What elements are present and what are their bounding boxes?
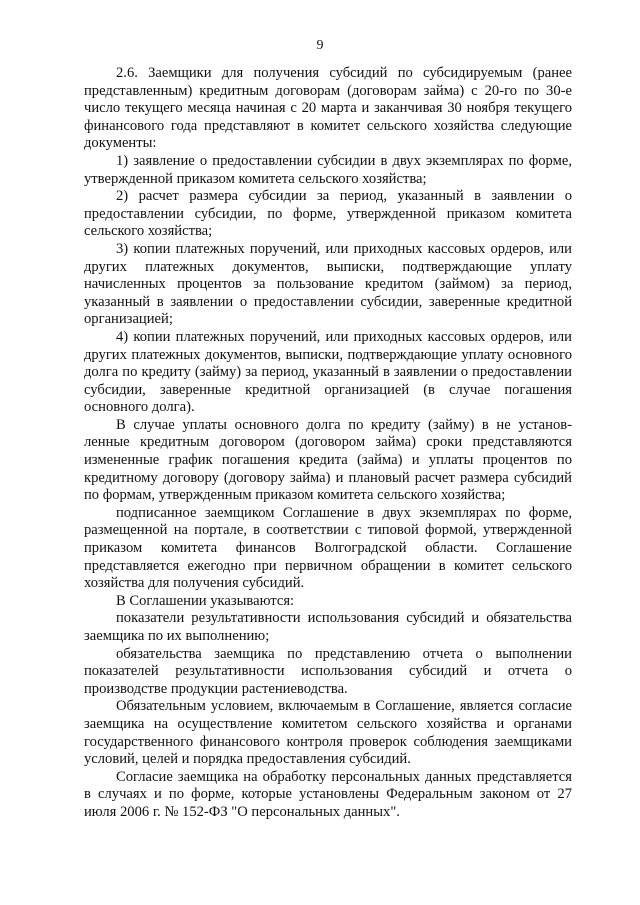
document-body (84, 65, 572, 822)
list-item-3: 3) копии платежных поручений, или приходных кассовых ордеров, или других платежных документов, выписки, подтверждающие уплату начисленных процентов за пользование кредитом (займом) за период, указанный в заявлении о предоставлении субсидии, заверенные кредитной организацией; (84, 240, 572, 328)
list-item-1: 1) заявление о предоставлении субсидии в двух экземплярах по форме, утвержденной приказом комитета сельского хозяйства; (84, 152, 572, 187)
paragraph-mandatory-condition: Обязательным условием, включаемым в Соглашение, является согласие заемщика на осуществление комитетом сельского хозяйства и органами государственного финансового контроля проверок соблюдения заемщиками условий, целей и порядка предоставления субсидий. (84, 698, 572, 768)
page-number: 9 (316, 38, 324, 53)
paragraph-reporting-obligations: обязательства заемщика по представлению отчета о выполнении показателей результативности использования субсидий и отчета о производстве продукции растениеводства. (84, 645, 572, 697)
paragraph-2-6-intro: 2.6. Заемщики для получения субсидий по субсидируемым (ранее представленным) кредитным договорам (договорам займа) с 20-го по 30-е число текущего месяца начиная с 20 марта и заканчивая 30 ноября текущего финансового года представляют в комитет сельского хозяйства следующие документы: (84, 65, 572, 152)
list-item-2: 2) расчет размера субсидии за период, указанный в заявлении о предоставлении субсидии, по форме, утвержденной приказом комитета сельского хозяйства; (84, 188, 572, 240)
paragraph-agreement: подписанное заемщиком Соглашение в двух экземплярах по форме, размещенной на портале, в соответствии с типовой формой, утвержденной приказом комитета финансов Волгоградской области. Соглашение представляется ежегодно при первичном обращении в комитет сельского хозяйства для получения субсидий. (84, 504, 572, 592)
paragraph-agreement-contents-heading: В Соглашении указываются: (116, 592, 295, 609)
list-item-4: 4) копии платежных поручений, или приходных кассовых ордеров, или других платежных документов, выписки, подтверждающие уплату основного долга по кредиту (займу) за период, указанный в заявлении о предоставлении субсидии, заверенные кредитной организацией (в случае погашения основного долга). (84, 328, 572, 416)
paragraph-indicators: показатели результативности использования субсидий и обязательства заемщика по их выполнению; (84, 610, 572, 644)
paragraph-schedule-change: В случае уплаты основного долга по кредиту (займу) в не установ-ленные кредитным договором (договором займа) сроки представляются измененные график погашения кредита (займа) и уплаты процентов по кредитному договору (договору займа) и плановый расчет размера субсидий по формам, утвержденным приказом комитета сельского хозяйства; (84, 416, 572, 504)
paragraph-personal-data-consent: Согласие заемщика на обработку персональных данных представляется в случаях и по форме, которые установлены Федеральным законом от 27 июля 2006 г. № 152-ФЗ "О персональных данных". (84, 768, 572, 820)
